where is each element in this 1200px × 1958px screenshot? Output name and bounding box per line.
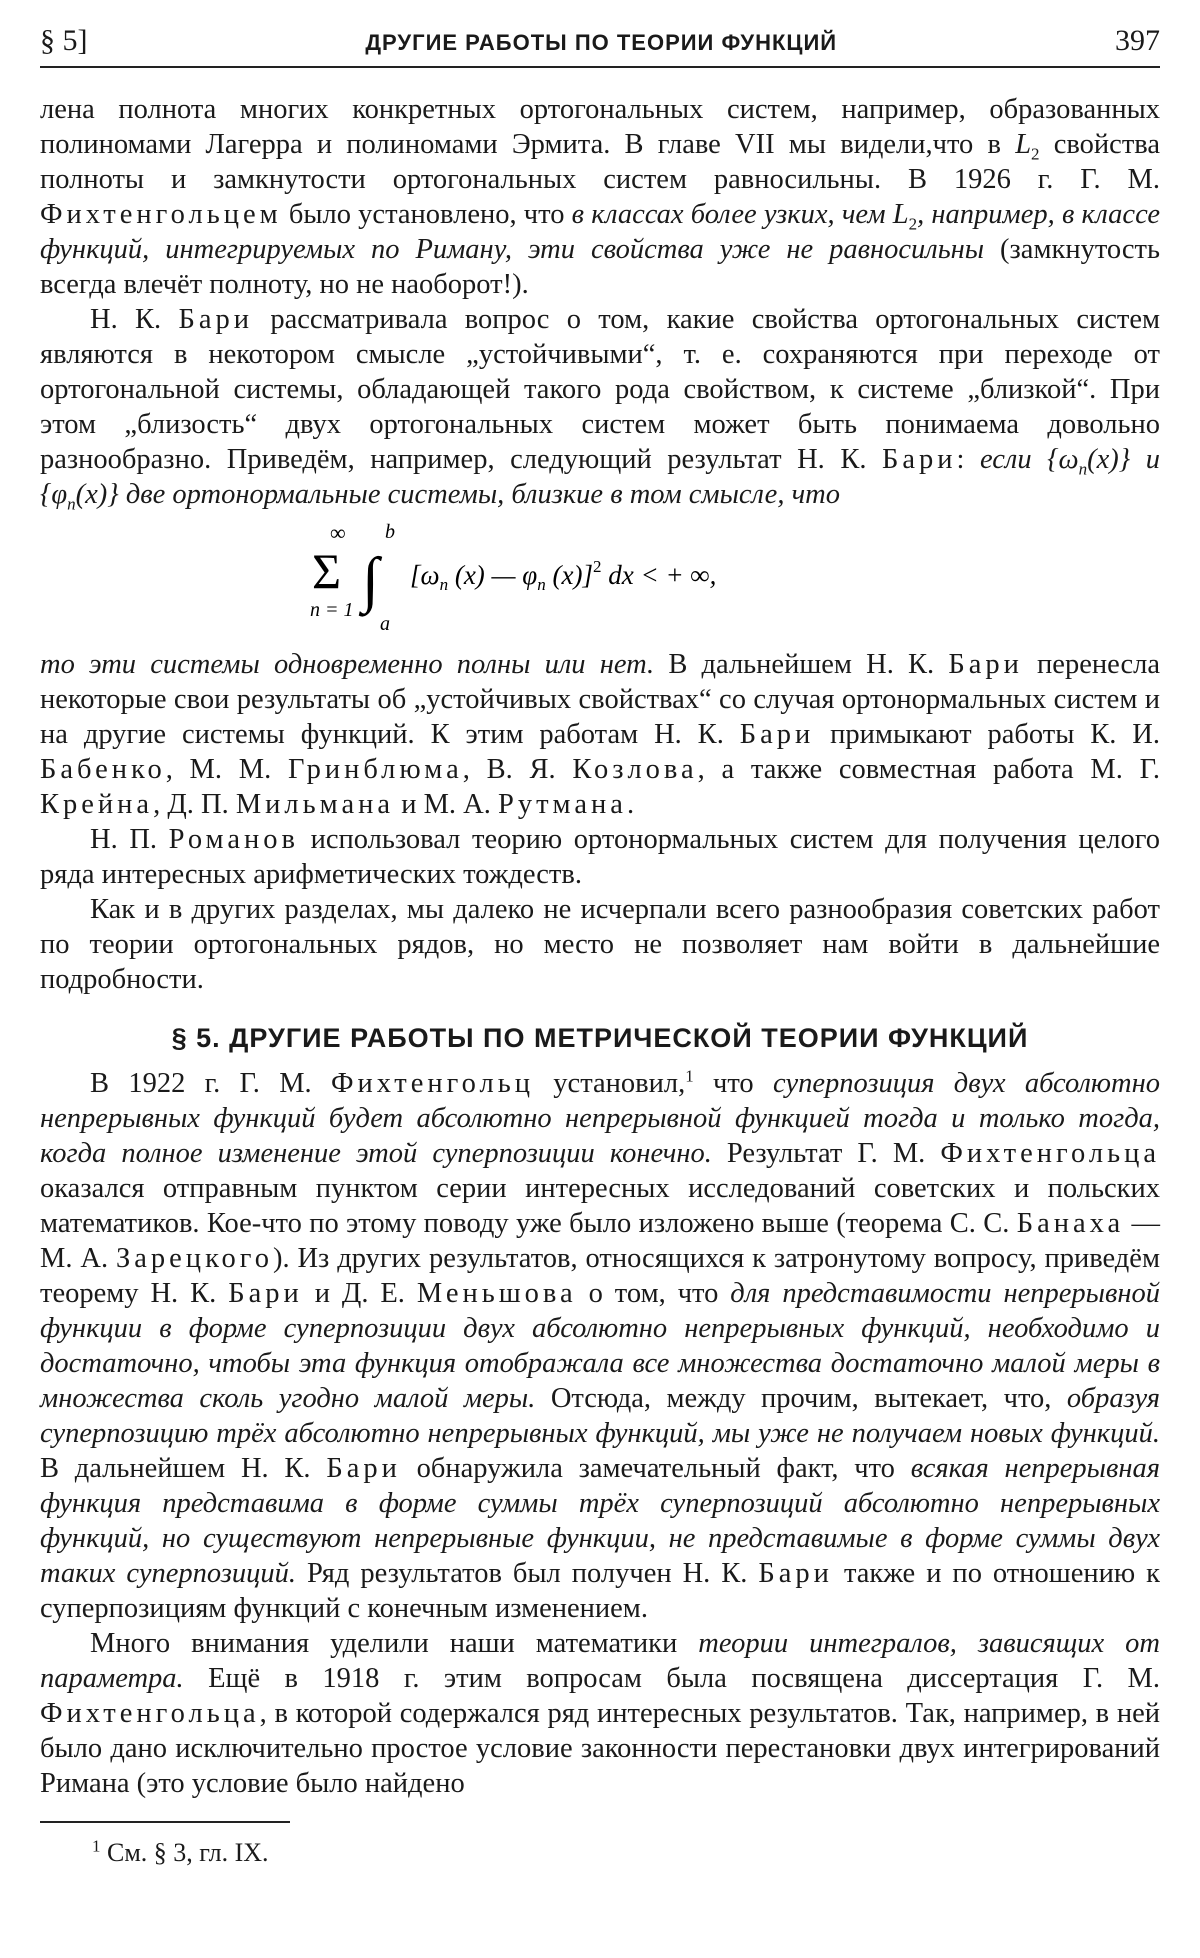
sum-upper-limit: ∞	[330, 520, 346, 545]
italic-span: (x)} и {φ	[40, 444, 1160, 510]
text-span: Как и в других разделах, мы далеко не исчерпали всего разнообразия советских работ по теории ортогональных рядов, но место не позволяет нам войти в дальнейшие подробности.	[40, 894, 1160, 995]
text-span: В 1922 г. Г. М.	[90, 1068, 331, 1099]
sum-lower-limit: n = 1	[310, 599, 354, 621]
author-name: Бари	[326, 1453, 401, 1484]
italic-span: для представимости непрерывной функции в форме суперпозиции двух абсолютно непрерывных функций, необходимо и достаточно, чтобы эта функция отображала все множества достаточно малой меры в множества сколь угодно малой меры.	[40, 1278, 1160, 1414]
text-span: В дальнейшем Н. К.	[654, 649, 949, 680]
italic-span: суперпозиция двух абсолютно непрерывных функций будет абсолютно непрерывной функцией тогда и только тогда, когда полное изменение этой суперпозиции конечно.	[40, 1068, 1160, 1169]
italic-span: теории интегралов, зависящих от параметра.	[40, 1628, 1161, 1694]
paragraph-6	[40, 1066, 1160, 1626]
author-name: Козлова	[572, 754, 698, 785]
italic-span: если {ω	[980, 444, 1079, 475]
text-span: , В. Я.	[462, 754, 573, 785]
text-span: оказался отправным пунктом серии интересных исследований советских и польских математиков. Кое-что по этому поводу уже было изложено выше (теорема С. С.	[40, 1173, 1160, 1239]
text-span: :	[956, 444, 980, 475]
subscript: 2	[1031, 144, 1040, 164]
author-name: Бари	[948, 649, 1023, 680]
author-name: Бари	[739, 719, 815, 750]
footnote-text: См. § 3, гл. IX.	[100, 1838, 269, 1867]
subscript: 2	[908, 214, 918, 234]
book-page	[40, 22, 1160, 1869]
integrand: [$\omega_n$ (x) — $\varphi_n$ (x)]$^2$ dx < + ∞,	[410, 557, 717, 594]
author-name: Романов	[168, 824, 299, 855]
author-name: Бари	[758, 1558, 833, 1589]
integral-lower-limit: a	[380, 613, 390, 635]
section-heading: § 5. ДРУГИЕ РАБОТЫ ПО МЕТРИЧЕСКОЙ ТЕОРИИ ФУНКЦИЙ	[171, 1023, 1029, 1053]
text-span: обнаружила замечательный факт, что	[400, 1453, 911, 1484]
author-name: Бари	[178, 304, 254, 335]
running-title: ДРУГИЕ РАБОТЫ ПО ТЕОРИИ ФУНКЦИЙ	[365, 30, 838, 55]
text-span: перенесла некоторые свои результаты об „устойчивых свойствах“ со случая ортонормальных систем и на другие системы функций. К этим работам Н. К.	[40, 649, 1160, 750]
italic-span: всякая непрерывная функция представима в форме суммы трёх суперпозиций абсолютно непрерывных функций, но существуют непрерывные функции, не представимые в форме суммы двух таких суперпозиций.	[40, 1453, 1160, 1589]
text-span: свойства полноты и замкнутости ортогональных систем равносильны. В 1926 г. Г. М.	[40, 129, 1161, 195]
text-span: было установлено, что	[281, 199, 572, 230]
text-span: Н. П.	[90, 824, 169, 855]
formula-block	[40, 518, 1160, 643]
author-name: Рутмана	[498, 789, 627, 820]
subscript: n	[1078, 459, 1088, 479]
text-span: Много внимания уделили наши математики	[90, 1628, 699, 1659]
text-span: установил,	[534, 1068, 686, 1099]
italic-span: (x)} две ортонормальные системы, близкие в том смысле, что	[75, 479, 841, 510]
body-text	[40, 92, 1160, 1801]
footnote-rule	[40, 1821, 290, 1823]
text-span: примыкают работы К. И.	[814, 719, 1161, 750]
text-span: также и по отношению к суперпозициям функций с конечным изменением.	[40, 1558, 1160, 1624]
text-span: и М. А.	[394, 789, 498, 820]
running-head	[40, 22, 1160, 68]
author-name: Бабенко	[40, 754, 166, 785]
paragraph-5	[40, 892, 1160, 997]
author-name: Фихтенгольцем	[40, 199, 282, 230]
author-name: Фихтенгольца	[940, 1138, 1160, 1169]
subscript: n	[67, 494, 76, 514]
author-name: Меньшова	[416, 1278, 577, 1309]
text-span: — М. А.	[40, 1208, 1160, 1274]
paragraph-4	[40, 822, 1160, 892]
paragraph-7	[40, 1626, 1160, 1801]
footnote-number: 1	[92, 1836, 101, 1856]
sum-sign: Σ	[312, 543, 342, 599]
author-name: Бари	[228, 1278, 303, 1309]
author-name: Крейна	[40, 789, 154, 820]
text-span: о том, что	[576, 1278, 731, 1309]
author-name: Зарецкого	[115, 1243, 273, 1274]
text-span: Результат Г. М.	[711, 1138, 941, 1169]
text-span: Ещё в 1918 г. этим вопросам была посвящена диссертация Г. М.	[183, 1663, 1160, 1694]
formula-svg	[40, 518, 1160, 643]
paragraph-3	[40, 647, 1160, 822]
text-span: использовал теорию ортонормальных систем для получения целого ряда интересных арифметических тождеств.	[40, 824, 1160, 890]
text-span: (замкнутость всегда влечёт полноту, но не наоборот!).	[40, 234, 1160, 300]
page-number: 397	[1114, 24, 1160, 57]
author-name: Бари	[882, 444, 957, 475]
text-span: Н. К.	[90, 304, 179, 335]
text-span: лена полнота многих конкретных ортогональных систем, например, образованных полиномами Лагерра и полиномами Эрмита. В главе VII мы видели,что в	[40, 94, 1160, 160]
italic-span: , например, в классе функций, интегрируемых по Риману, эти свойства уже не равносильны	[40, 199, 1160, 265]
text-span: и Д. Е.	[302, 1278, 417, 1309]
integral-upper-limit: b	[385, 521, 395, 543]
author-name: Фихтенгольц	[331, 1068, 534, 1099]
text-span: ). Из других результатов, относящихся к затронутому вопросу, приведём теорему Н. К.	[40, 1243, 1160, 1309]
author-name: Банаха	[1016, 1208, 1125, 1239]
text-span: , а также совместная работа М. Г.	[697, 754, 1160, 785]
integral-sign: ∫	[362, 546, 379, 614]
italic-span: то эти системы одновременно полны или нет.	[40, 649, 655, 680]
text-span: Отсюда, между прочим, вытекает, что,	[535, 1383, 1067, 1414]
italic-span: образуя суперпозицию трёх абсолютно непрерывных функций, мы уже не получаем новых функций.	[40, 1383, 1160, 1449]
text-span: , в которой содержался ряд интересных результатов. Так, например, в ней было дано исключительно простое условие законности перестановки двух интегрирований Римана (это условие было найдено	[40, 1698, 1160, 1799]
italic-span: в классах более узких, чем	[571, 199, 893, 230]
author-name: Мильмана	[235, 789, 395, 820]
paragraph-2	[40, 302, 1160, 512]
text-span: что	[693, 1068, 773, 1099]
math-symbol: L	[1015, 129, 1032, 160]
text-span: , М. М.	[165, 754, 288, 785]
paragraph-1	[40, 92, 1160, 302]
footnote-marker[interactable]: 1	[685, 1066, 694, 1086]
section-reference: § 5]	[40, 24, 88, 57]
text-span: Ряд результатов был получен Н. К.	[296, 1558, 759, 1589]
footnote	[92, 1837, 1160, 1869]
author-name: Гринблюма	[287, 754, 463, 785]
text-span: , Д. П.	[153, 789, 236, 820]
text-span: В дальнейшем Н. К.	[40, 1453, 327, 1484]
text-span: .	[626, 789, 635, 820]
text-span: рассматривала вопрос о том, какие свойства ортогональных систем являются в некотором смысле „устойчивыми“, т. е. сохраняются при переходе от ортогональной системы, обладающей такого рода свойством, к системе „близкой“. При этом „близость“ двух ортогональных систем может быть понимаема довольно разнообразно. Приведём, например, следующий результат Н. К.	[40, 304, 1161, 475]
math-symbol: L	[892, 199, 909, 230]
author-name: Фихтенгольца	[40, 1698, 260, 1729]
